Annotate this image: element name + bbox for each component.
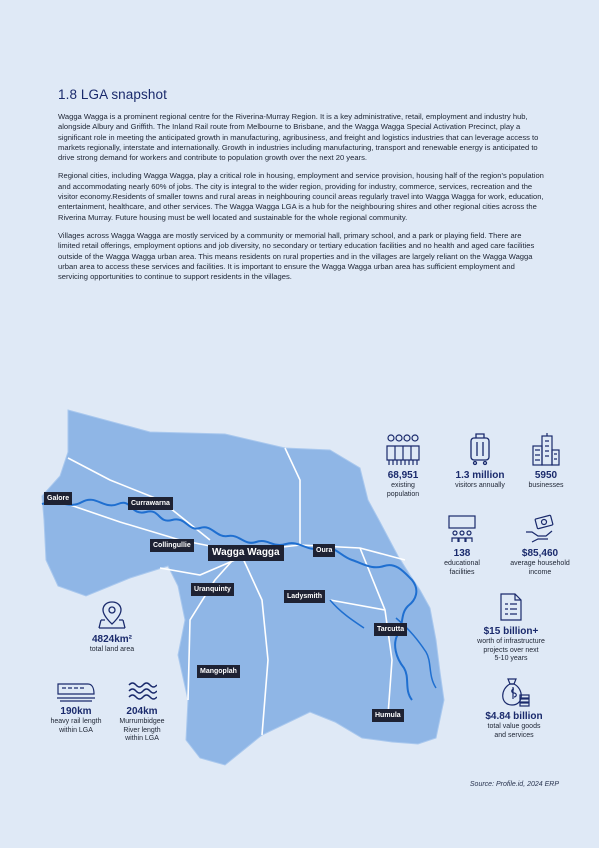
land-area-label-1: total land area bbox=[89, 646, 135, 653]
train-icon bbox=[56, 680, 96, 702]
businesses-value: 5950 bbox=[534, 470, 558, 481]
income-value: $85,460 bbox=[521, 548, 559, 559]
suitcase-icon bbox=[468, 432, 492, 466]
infrastructure-label-3: 5-10 years bbox=[494, 655, 528, 662]
stat-businesses bbox=[518, 432, 574, 491]
goods-value: $4.84 billion bbox=[485, 711, 543, 722]
population-label-1: existing bbox=[391, 482, 415, 489]
river-value: 204km bbox=[126, 706, 158, 717]
paragraph-1: Wagga Wagga is a prominent regional centre for the Riverina-Murray Region. It is a key administrative, retail, employment and industry hub, alongside Albury and Griffith. The Inland Rail route from Melbourne to Brisbane, and the Wagga Wagga Special Activation Precinct, play a significant role in meeting the anticipated growth in manufacturing, agribusiness, and freight and logistics industries that can leverage access to markets regionally, interstate and internationally. Growth in industries including manufacturing, transport and renewable energy is anticipated to drive strong demand for workers and contribute to population growth over the next 20 years. bbox=[58, 112, 539, 163]
place-currawarna: Currawarna bbox=[128, 497, 173, 510]
river-label-1: Murrumbidgee bbox=[119, 718, 165, 725]
stat-infrastructure bbox=[465, 592, 557, 664]
document-icon bbox=[499, 592, 523, 622]
place-tarcutta: Tarcutta bbox=[374, 623, 407, 636]
people-group-icon bbox=[385, 432, 421, 466]
infrastructure-value: $15 billion+ bbox=[483, 626, 539, 637]
visitors-label-1: visitors annually bbox=[455, 482, 505, 489]
income-label-1: average household bbox=[510, 560, 570, 567]
hand-money-icon bbox=[524, 514, 556, 544]
river-label-3: within LGA bbox=[125, 735, 159, 742]
river-label-2: River length bbox=[123, 726, 161, 734]
land-area-value: 4824km² bbox=[91, 634, 133, 645]
income-label-2: income bbox=[528, 568, 552, 576]
goods-label-2: and services bbox=[494, 731, 534, 739]
education-value: 138 bbox=[453, 548, 471, 559]
body-text bbox=[58, 112, 545, 290]
place-ladysmith: Ladysmith bbox=[284, 590, 325, 603]
infrastructure-label-2: projects over next bbox=[483, 646, 539, 654]
businesses-label-1: businesses bbox=[528, 482, 564, 489]
place-galore: Galore bbox=[44, 492, 72, 505]
rail-label-1: heavy rail length bbox=[50, 718, 102, 725]
stat-river bbox=[110, 680, 174, 744]
buildings-icon bbox=[531, 432, 561, 466]
place-wagga-wagga: Wagga Wagga bbox=[208, 545, 284, 561]
stat-visitors bbox=[445, 432, 515, 491]
paragraph-2: Regional cities, including Wagga Wagga, play a critical role in housing, employment and service provision, housing half of the region's population and accommodating nearly 60% of jobs. The city is integral to the wider region, providing for industry, commerce, services, recreation and the visitor economy.Residents of smaller towns and rural areas in neighbouring council areas regularly travel into Wagga Wagga for work, education, entertainment, healthcare, and other services. The Wagga Wagga LGA is a hub for the neighbouring shires and other regional cities across the Riverina Murray. Future housing must be well located and sustainable for the whole regional community. bbox=[58, 171, 544, 222]
education-label-1: educational bbox=[444, 560, 480, 567]
rail-value: 190km bbox=[60, 706, 92, 717]
stat-rail bbox=[44, 680, 108, 735]
classroom-icon bbox=[447, 514, 477, 544]
infrastructure-label-1: worth of infrastructure bbox=[477, 638, 545, 645]
place-oura: Oura bbox=[313, 544, 335, 557]
stat-land-area bbox=[80, 600, 144, 655]
rail-label-2: within LGA bbox=[59, 726, 93, 734]
place-humula: Humula bbox=[372, 709, 404, 722]
place-mangoplah: Mangoplah bbox=[197, 665, 240, 678]
place-collingullie: Collingullie bbox=[150, 539, 194, 552]
paragraph-3: Villages across Wagga Wagga are mostly serviced by a community or memorial hall, primary school, and a park or playing field. There are limited retail offerings, employment options and job diversity, no secondary or tertiary education facilities and no health and aged care facilities outside of the Wagga Wagga urban area. This means residents on rural properties and in the villages are largely reliant on the Wagga Wagga urban area to access these services and facilities. It is important to ensure the Wagga Wagga urban area has sufficient employment and servicing opportunities to continue to support residents in the villages. bbox=[58, 230, 535, 282]
money-bag-icon bbox=[498, 677, 530, 707]
stat-goods bbox=[470, 677, 558, 740]
goods-label-1: total value goods bbox=[487, 723, 541, 730]
section-heading: 1.8 LGA snapshot bbox=[58, 87, 167, 102]
map-pin-icon bbox=[98, 600, 126, 630]
stat-population bbox=[372, 432, 434, 499]
population-value: 68,951 bbox=[387, 470, 419, 481]
visitors-value: 1.3 million bbox=[455, 470, 505, 481]
source-note: Source: Profile.id, 2024 ERP bbox=[469, 781, 559, 788]
stat-education bbox=[430, 514, 494, 577]
education-label-2: facilities bbox=[449, 568, 475, 576]
stat-income bbox=[500, 514, 580, 577]
waves-icon bbox=[127, 680, 157, 702]
population-label-2: population bbox=[386, 490, 420, 498]
place-uranquinty: Uranquinty bbox=[191, 583, 234, 596]
